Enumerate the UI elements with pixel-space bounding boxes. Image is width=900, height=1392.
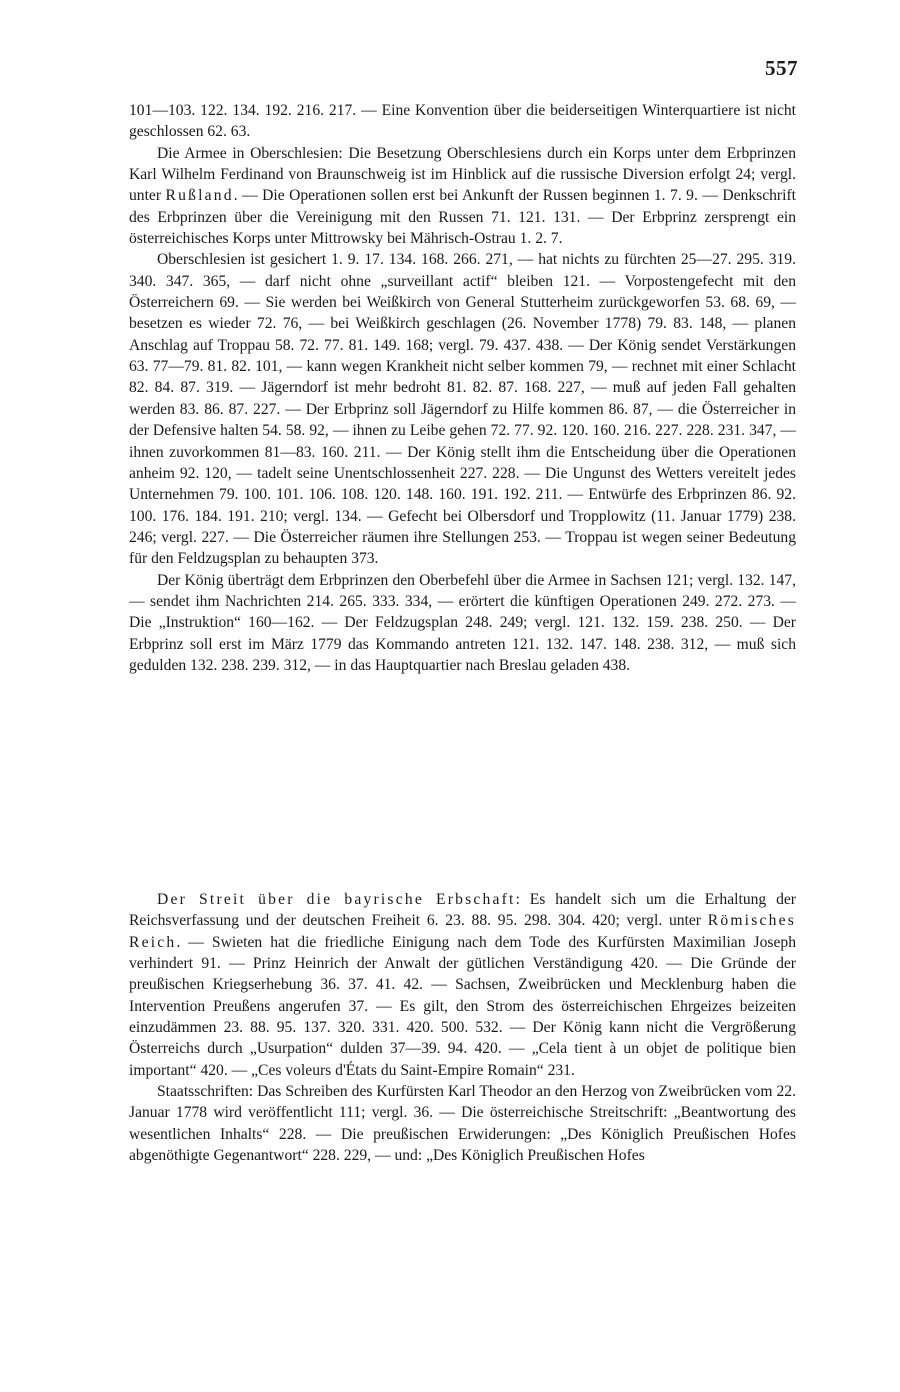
paragraph-winterquartiere: 101—103. 122. 134. 192. 216. 217. — Eine Konvention über die beiderseitigen Winterquartiere ist nicht geschlossen 62. 63. <box>129 102 796 141</box>
cross-reference: Rußland <box>165 187 234 205</box>
index-section-oberschlesien <box>129 100 796 676</box>
section-heading: Der Streit über die bayrische Erbschaft <box>157 891 516 908</box>
paragraph-koenig-oberbefehl: Der König überträgt dem Erbprinzen den Oberbefehl über die Armee in Sachsen 121; vergl. 132. 147, — sendet ihm Nachrichten 214. 265. 333. 334, — erörtert die künftigen Operationen 249. 272. 273. — Die „Instruktion“ 160—162. — Der Feldzugsplan 248. 249; vergl. 121. 132. 159. 238. 250. — Der Erbprinz soll erst im März 1779 das Kommando antreten 121. 132. 147. 148. 238. 312, — muß sich gedulden 132. 238. 239. 312, — in das Hauptquartier nach Breslau geladen 438. <box>129 571 796 674</box>
page-number: 557 <box>765 56 798 80</box>
paragraph-rest-text: . — Die Operationen sollen erst bei Ankunft der Russen beginnen 1. 7. 9. — Denkschrift des Erbprinzen über die Vereinigung mit den Russen 71. 121. 131. — Der Erbprinz zersprengt ein österreichisches Korps unter Mittrowsky bei Mährisch-Ostrau 1. 2. 7. <box>129 187 796 248</box>
paragraph-armee-oberschlesien <box>129 143 796 250</box>
paragraph-staatsschriften: Staatsschriften: Das Schreiben des Kurfürsten Karl Theodor an den Herzog von Zweibrücken vom 22. Januar 1778 wird veröffentlicht 111; vergl. 36. — Die österreichische Streitschrift: „Beantwortung des wesentlichen Inhalts“ 228. — Die preußischen Erwiderungen: „Des Königlich Preußischen Hofes abgenöthigte Gegenantwort“ 228. 229, — und: „Des Königlich Preußischen Hofes <box>129 1083 796 1165</box>
index-section-bayrische-erbschaft <box>129 889 796 1166</box>
cross-reference: Römisches Reich <box>129 912 796 951</box>
paragraph-lead-text: : Es handelt sich um die Erhaltung der Reichsverfassung und der deutschen Freiheit 6. 23. 88. 95. 298. 304. 420; vergl. unter <box>129 891 796 930</box>
paragraph-oberschlesien-gesichert: Oberschlesien ist gesichert 1. 9. 17. 134. 168. 266. 271, — hat nichts zu fürchten 25—27. 295. 319. 340. 347. 365, — darf nicht ohne „surveillant actif“ bleiben 121. — Vorpostengefecht mit den Österreichern 69. — Sie werden bei Weißkirch von General Stutterheim zurückgeworfen 53. 68. 69, — besetzen es wieder 72. 76, — bei Weißkirch geschlagen (26. November 1778) 79. 83. 148, — planen Anschlag auf Troppau 58. 72. 77. 81. 149. 168; vergl. 79. 437. 438. — Der König sendet Verstärkungen 63. 77—79. 81. 82. 101, — kann wegen Krankheit nicht selber kommen 79, — rechnet mit einer Schlacht 82. 84. 87. 319. — Jägerndorf ist mehr bedroht 81. 82. 87. 168. 227, — muß auf jeden Fall gehalten werden 83. 86. 87. 227. — Der Erbprinz soll Jägerndorf zu Hilfe kommen 86. 87, — die Österreicher in der Defensive halten 54. 58. 92, — ihnen zu Leibe gehen 72. 77. 92. 120. 160. 216. 227. 228. 231. 347, — ihnen zuvorkommen 81—83. 160. 211. — Der König stellt ihm die Entscheidung über die Operationen anheim 92. 120, — tadelt seine Unentschlossenheit 227. 228. — Die Ungunst des Wetters vereitelt jedes Unternehmen 79. 100. 101. 106. 108. 120. 148. 160. 191. 192. 211. — Entwürfe des Erbprinzen 86. 92. 100. 176. 184. 191. 210; vergl. 134. — Gefecht bei Olbersdorf und Tropplowitz (11. Januar 1779) 238. 246; vergl. 227. — Die Österreicher räumen ihre Stellungen 253. — Troppau ist wegen seiner Bedeutung für den Feldzugsplan zu behaupten 373. <box>129 251 796 568</box>
paragraph-rest-text: . — Swieten hat die friedliche Einigung nach dem Tode des Kurfürsten Maximilian Joseph verhindert 91. — Prinz Heinrich der Anwalt der gütlichen Verständigung 420. — Die Gründe der preußischen Kriegserhebung 36. 37. 41. 42. — Sachsen, Zweibrücken und Mecklenburg haben die Intervention Preußens angerufen 37. — Es gilt, den Strom des österreichischen Ehrgeizes beizeiten einzudämmen 23. 88. 95. 137. 320. 331. 420. 500. 532. — Der König kann nicht die Vergrößerung Österreichs durch „Usurpation“ dulden 37—39. 94. 420. — „Cela tient à un objet de politique bien important“ 420. — „Ces voleurs d'États du Saint-Empire Romain“ 231. <box>129 933 796 1079</box>
paragraph-streit-erbschaft <box>129 889 796 1081</box>
paragraph-lead-text: Die Armee in Oberschlesien: Die Besetzung Oberschlesiens durch ein Korps unter dem Erbprinzen Karl Wilhelm Ferdinand von Braunschweig ist im Hinblick auf die russische Diversion erfolgt 24; vergl. unter <box>129 144 796 205</box>
